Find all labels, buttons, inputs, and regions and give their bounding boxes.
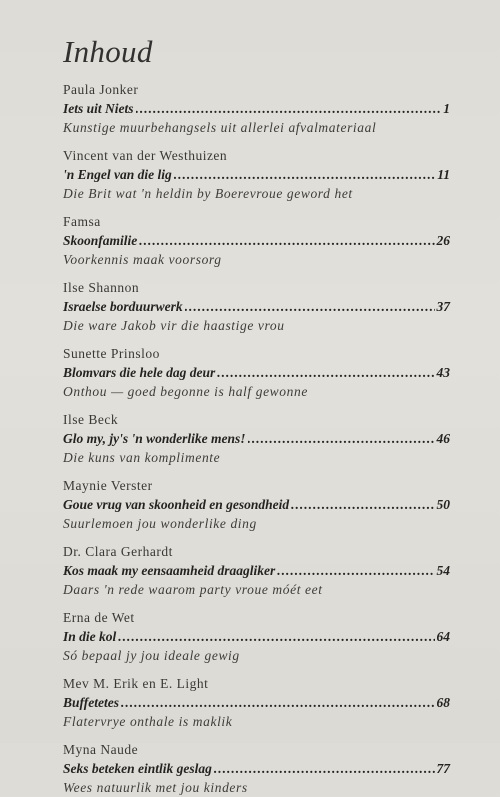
entry-title: Blomvars die hele dag deur: [63, 365, 216, 380]
entry-title-row[interactable]: [63, 297, 450, 316]
entry-subtitle: Die kuns van komplimente: [63, 450, 221, 465]
dot-leader: [185, 297, 435, 316]
entry-title-row[interactable]: [63, 759, 450, 778]
entry-page-number: 26: [436, 233, 450, 248]
entry-author: Erna de Wet: [63, 610, 135, 625]
entry-subtitle: Onthou — goed begonne is half gewonne: [63, 384, 308, 399]
toc-entry-1: [63, 80, 450, 137]
entry-title: Buffetetes: [63, 695, 119, 710]
entry-subtitle: Voorkennis maak voorsorg: [63, 252, 222, 267]
entry-title-row[interactable]: [63, 429, 450, 448]
toc-entry-10: [63, 674, 450, 731]
dot-leader: [214, 759, 435, 778]
entry-page-number: 54: [436, 563, 450, 578]
toc-entry-5: [63, 344, 450, 401]
entry-subtitle: Flatervrye onthale is maklik: [63, 714, 233, 729]
dot-leader: [174, 165, 435, 184]
entry-title: Glo my, jy's 'n wonderlike mens!: [63, 431, 246, 446]
entry-page-number: 37: [436, 299, 450, 314]
entry-title-row[interactable]: [63, 363, 450, 382]
entry-page-number: 43: [436, 365, 450, 380]
entry-subtitle: Só bepaal jy jou ideale gewig: [63, 648, 240, 663]
entry-page-number: 50: [436, 497, 450, 512]
entry-title: Goue vrug van skoonheid en gesondheid: [63, 497, 290, 512]
entry-subtitle: Suurlemoen jou wonderlike ding: [63, 516, 257, 531]
entry-subtitle: Die ware Jakob vir die haastige vrou: [63, 318, 285, 333]
entry-title: In die kol: [63, 629, 117, 644]
entry-page-number: 1: [443, 101, 450, 116]
entry-title-row[interactable]: [63, 99, 450, 118]
entry-page-number: 77: [436, 761, 450, 776]
toc-entry-2: [63, 146, 450, 203]
dot-leader: [139, 231, 434, 250]
entry-page-number: 11: [437, 167, 450, 182]
entry-title: Skoonfamilie: [63, 233, 138, 248]
toc-entry-7: [63, 476, 450, 533]
entry-title-row[interactable]: [63, 627, 450, 646]
dot-leader: [217, 363, 434, 382]
entry-title: 'n Engel van die lig: [63, 167, 172, 182]
entry-author: Ilse Shannon: [63, 280, 140, 295]
entry-title: Israelse borduurwerk: [63, 299, 183, 314]
dot-leader: [291, 495, 434, 514]
entry-page-number: 46: [436, 431, 450, 446]
entry-title-row[interactable]: [63, 231, 450, 250]
toc-entry-3: [63, 212, 450, 269]
dot-leader: [248, 429, 435, 448]
dot-leader: [136, 99, 442, 118]
entry-author: Mev M. Erik en E. Light: [63, 676, 209, 691]
entry-subtitle: Die Brit wat 'n heldin by Boerevroue geword het: [63, 186, 353, 201]
entry-title: Kos maak my eensaamheid draagliker: [63, 563, 276, 578]
entry-author: Myna Naude: [63, 742, 139, 757]
entry-author: Famsa: [63, 214, 101, 229]
entry-author: Dr. Clara Gerhardt: [63, 544, 173, 559]
entry-author: Ilse Beck: [63, 412, 119, 427]
entry-title: Iets uit Niets: [63, 101, 134, 116]
entry-title-row[interactable]: [63, 495, 450, 514]
entry-subtitle: Daars 'n rede waarom party vroue móét eet: [63, 582, 323, 597]
entry-title-row[interactable]: [63, 561, 450, 580]
toc-entry-8: [63, 542, 450, 599]
entry-author: Maynie Verster: [63, 478, 153, 493]
entry-title-row[interactable]: [63, 693, 450, 712]
entry-page-number: 64: [436, 629, 450, 644]
entry-author: Sunette Prinsloo: [63, 346, 160, 361]
entry-subtitle: Kunstige muurbehangsels uit allerlei afvalmateriaal: [63, 120, 377, 135]
page-title: Inhoud: [63, 34, 153, 69]
toc-entry-6: [63, 410, 450, 467]
toc-entry-4: [63, 278, 450, 335]
dot-leader: [118, 627, 434, 646]
entry-title-row[interactable]: [63, 165, 450, 184]
toc-entry-9: [63, 608, 450, 665]
dot-leader: [277, 561, 434, 580]
dot-leader: [121, 693, 435, 712]
entry-subtitle: Wees natuurlik met jou kinders: [63, 780, 248, 795]
entry-title: Seks beteken eintlik geslag: [63, 761, 212, 776]
entry-author: Paula Jonker: [63, 82, 139, 97]
entry-page-number: 68: [436, 695, 450, 710]
toc-entry-11: [63, 740, 450, 797]
entry-author: Vincent van der Westhuizen: [63, 148, 228, 163]
